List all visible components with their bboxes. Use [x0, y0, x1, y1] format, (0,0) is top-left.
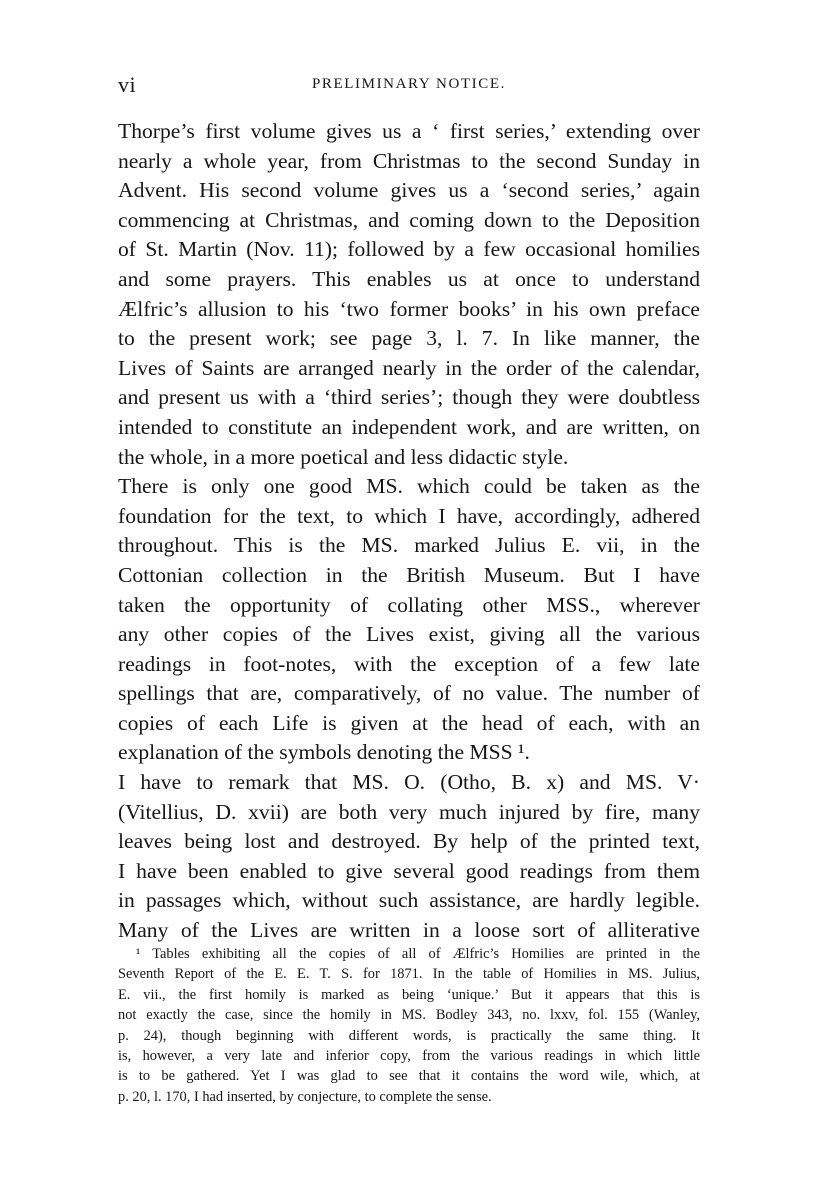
text-line: Cottonian collection in the British Museum. But I have	[118, 562, 700, 587]
text-line: readings in foot-notes, with the exception of a few late	[118, 651, 700, 676]
footnote-line: is to be gathered. Yet I was glad to see that it contains the word wile, which, at	[118, 1068, 700, 1085]
footnote-line: p. 24), though beginning with different words, is practically the same thing. It	[118, 1027, 700, 1044]
text-line: commencing at Christmas, and coming down to the Deposition	[118, 207, 700, 232]
body-text	[118, 117, 700, 946]
text-line: I have been enabled to give several good readings from them	[118, 858, 700, 883]
footnote	[118, 944, 700, 1107]
text-line: foundation for the text, to which I have, accordingly, adhered	[118, 503, 700, 528]
text-line: I have to remark that MS. O. (Otho, B. x) and MS. V·	[118, 770, 700, 795]
text-line: (Vitellius, D. xvii) are both very much injured by fire, many	[118, 799, 700, 824]
text-line: and present us with a ‘third series’; though they were doubtless	[118, 385, 700, 410]
text-line: of St. Martin (Nov. 11); followed by a few occasional homilies	[118, 237, 700, 262]
text-line: Thorpe’s first volume gives us a ‘ first series,’ extending over	[118, 119, 700, 143]
footnote-line: ¹ Tables exhibiting all the copies of all of Ælfric’s Homilies are printed in the	[136, 946, 700, 962]
footnote-line: not exactly the case, since the homily in MS. Bodley 343, no. lxxv, fol. 155 (Wanley,	[118, 1007, 700, 1024]
page-header	[118, 72, 700, 102]
text-line: There is only one good MS. which could be taken as the	[118, 474, 700, 499]
text-line: leaves being lost and destroyed. By help of the printed text,	[118, 829, 700, 854]
text-line: the whole, in a more poetical and less didactic style.	[118, 444, 569, 469]
text-line: Lives of Saints are arranged nearly in the order of the calendar,	[118, 355, 700, 380]
footnote-line: Seventh Report of the E. E. T. S. for 1871. In the table of Homilies in MS. Julius,	[118, 966, 700, 983]
text-line: in passages which, without such assistance, are hardly legible.	[118, 888, 700, 913]
footnote-line: p. 20, l. 170, I had inserted, by conjecture, to complete the sense.	[118, 1088, 492, 1105]
footnote-line: is, however, a very late and inferior copy, from the various readings in which little	[118, 1047, 700, 1064]
page-number: vi	[118, 72, 137, 97]
text-line: explanation of the symbols denoting the MSS ¹.	[118, 740, 530, 765]
text-line: Many of the Lives are written in a loose sort of alliterative	[118, 918, 700, 943]
text-line: any other copies of the Lives exist, giving all the various	[118, 622, 700, 647]
text-line: taken the opportunity of collating other MSS., wherever	[118, 592, 700, 617]
text-line: intended to constitute an independent work, and are written, on	[118, 414, 700, 439]
text-line: to the present work; see page 3, l. 7. In like manner, the	[118, 326, 700, 351]
text-line: nearly a whole year, from Christmas to the second Sunday in	[118, 148, 700, 173]
text-line: Ælfric’s allusion to his ‘two former books’ in his own preface	[118, 296, 700, 321]
text-line: Advent. His second volume gives us a ‘second series,’ again	[118, 178, 700, 203]
running-head: PRELIMINARY NOTICE.	[311, 76, 506, 92]
text-line: and some prayers. This enables us at once to understand	[118, 266, 700, 291]
text-line: throughout. This is the MS. marked Julius E. vii, in the	[118, 533, 700, 558]
footnote-line: E. vii., the first homily is marked as being ‘unique.’ But it appears that this is	[118, 986, 700, 1003]
text-line: copies of each Life is given at the head of each, with an	[118, 710, 700, 735]
text-line: spellings that are, comparatively, of no value. The number of	[118, 681, 700, 706]
